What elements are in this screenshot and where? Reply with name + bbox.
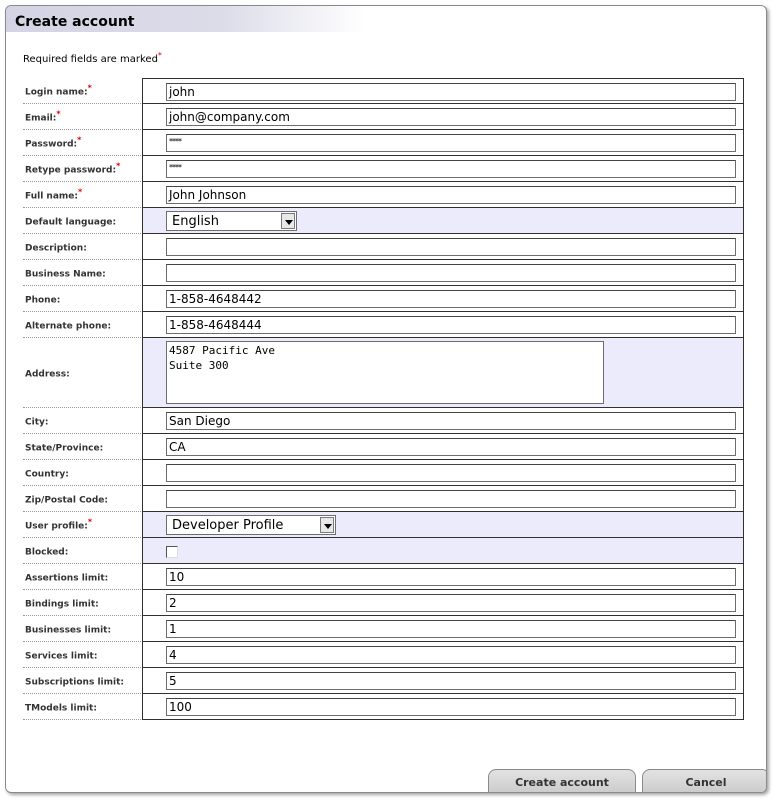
field-cell: [142, 408, 744, 434]
chevron-down-icon[interactable]: [281, 213, 295, 229]
row-bindings-limit: [23, 590, 744, 616]
row-services-limit: [23, 642, 744, 668]
country-input[interactable]: [166, 464, 736, 482]
field-label: [23, 234, 141, 260]
retype-password-password-field[interactable]: ****: [166, 160, 736, 178]
field-label: [23, 78, 141, 104]
blocked-checkbox[interactable]: [166, 546, 178, 558]
title-bar: [6, 6, 366, 32]
field-cell: [142, 234, 744, 260]
required-marker: *: [116, 161, 121, 170]
user-profile-label: User profile:: [25, 521, 88, 531]
row-alternate-phone: [23, 312, 744, 338]
row-address: [23, 338, 744, 408]
required-marker: *: [77, 187, 83, 196]
state-province-input[interactable]: CA: [166, 438, 736, 456]
field-cell: [142, 694, 744, 720]
address-textarea[interactable]: 4587 Pacific Ave Suite 300: [166, 341, 604, 404]
default-language-label: Default language:: [25, 217, 117, 227]
field-cell: [142, 338, 744, 408]
description-label: Description:: [25, 243, 87, 253]
row-tmodels-limit: [23, 694, 744, 720]
row-retype-password: [23, 156, 744, 182]
account-form: [23, 78, 744, 720]
email-label: Email:: [25, 113, 57, 123]
default-language-select[interactable]: [166, 211, 297, 231]
field-label: [23, 668, 141, 694]
field-cell: [142, 78, 744, 104]
tmodels-limit-label: TModels limit:: [25, 703, 97, 713]
field-cell: [142, 104, 744, 130]
field-cell: [142, 642, 744, 668]
services-limit-label: Services limit:: [25, 651, 98, 661]
field-cell: [142, 208, 744, 234]
field-label: [23, 460, 141, 486]
field-label: [23, 130, 141, 156]
field-label: [23, 156, 141, 182]
password-password-field[interactable]: ****: [166, 134, 736, 152]
field-cell: [142, 538, 744, 564]
field-cell: [142, 460, 744, 486]
tmodels-limit-input[interactable]: 100: [166, 698, 736, 716]
field-label: [23, 434, 141, 460]
state-province-label: State/Province:: [25, 443, 104, 453]
email-input[interactable]: john@company.com: [166, 108, 736, 126]
description-input[interactable]: [166, 238, 736, 256]
bindings-limit-label: Bindings limit:: [25, 599, 99, 609]
row-state-province: [23, 434, 744, 460]
chevron-down-icon[interactable]: [320, 517, 334, 533]
businesses-limit-input[interactable]: 1: [166, 620, 736, 638]
field-label: [23, 512, 141, 538]
assertions-limit-label: Assertions limit:: [25, 573, 109, 583]
default-language-selected-value: English: [172, 214, 219, 229]
row-city: [23, 408, 744, 434]
field-label: [23, 182, 141, 208]
create-account-panel: [5, 5, 767, 793]
field-cell: [142, 668, 744, 694]
field-label: [23, 564, 141, 590]
field-cell: [142, 590, 744, 616]
city-input[interactable]: San Diego: [166, 412, 736, 430]
field-label: [23, 538, 141, 564]
required-note-text: Required fields are marked: [23, 54, 158, 65]
assertions-limit-input[interactable]: 10: [166, 568, 736, 586]
field-label: [23, 286, 141, 312]
row-businesses-limit: [23, 616, 744, 642]
row-blocked: [23, 538, 744, 564]
country-label: Country:: [25, 469, 69, 479]
required-marker: *: [157, 51, 162, 60]
login-name-input[interactable]: john: [166, 83, 736, 101]
field-label: [23, 312, 141, 338]
phone-input[interactable]: 1-858-4648442: [166, 290, 736, 308]
field-cell: [142, 486, 744, 512]
required-note: [23, 51, 162, 65]
business-name-input[interactable]: [166, 264, 736, 282]
field-cell: [142, 156, 744, 182]
row-phone: [23, 286, 744, 312]
field-label: [23, 642, 141, 668]
alternate-phone-input[interactable]: 1-858-4648444: [166, 316, 736, 334]
city-label: City:: [25, 417, 49, 427]
services-limit-input[interactable]: 4: [166, 646, 736, 664]
field-cell: [142, 434, 744, 460]
businesses-limit-label: Businesses limit:: [25, 625, 112, 635]
full-name-label: Full name:: [25, 191, 78, 201]
row-user-profile: [23, 512, 744, 538]
login-name-label: Login name:: [25, 87, 88, 97]
business-name-label: Business Name:: [25, 269, 106, 279]
field-label: [23, 590, 141, 616]
row-zip-postal-code: [23, 486, 744, 512]
user-profile-select[interactable]: [166, 515, 336, 535]
field-label: [23, 104, 141, 130]
field-label: [23, 338, 141, 408]
password-label: Password:: [25, 139, 78, 149]
row-email: [23, 104, 744, 130]
row-business-name: [23, 260, 744, 286]
cancel-button[interactable]: Cancel: [642, 769, 767, 793]
field-cell: [142, 616, 744, 642]
full-name-input[interactable]: John Johnson: [166, 186, 736, 204]
row-country: [23, 460, 744, 486]
field-cell: [142, 260, 744, 286]
window-title: Create account: [15, 14, 135, 30]
alternate-phone-label: Alternate phone:: [25, 321, 112, 331]
address-label: Address:: [25, 369, 70, 379]
blocked-label: Blocked:: [25, 547, 69, 557]
field-label: [23, 260, 141, 286]
field-cell: [142, 512, 744, 538]
required-marker: *: [87, 517, 93, 526]
field-cell: [142, 130, 744, 156]
field-label: [23, 208, 141, 234]
field-cell: [142, 312, 744, 338]
row-subscriptions-limit: [23, 668, 744, 694]
zip-postal-code-label: Zip/Postal Code:: [25, 495, 109, 505]
field-label: [23, 486, 141, 512]
required-marker: *: [56, 109, 61, 118]
row-default-language: [23, 208, 744, 234]
required-marker: *: [77, 135, 82, 144]
field-cell: [142, 182, 744, 208]
retype-password-label: Retype password:: [25, 165, 117, 175]
field-label: [23, 694, 141, 720]
create-account-button[interactable]: Create account: [488, 769, 636, 793]
row-login-name: [23, 78, 744, 104]
bindings-limit-input[interactable]: 2: [166, 594, 736, 612]
row-full-name: [23, 182, 744, 208]
user-profile-selected-value: Developer Profile: [172, 518, 284, 533]
field-label: [23, 616, 141, 642]
field-label: [23, 408, 141, 434]
phone-label: Phone:: [25, 295, 61, 305]
row-password: [23, 130, 744, 156]
zip-postal-code-input[interactable]: [166, 490, 736, 508]
required-marker: *: [87, 83, 92, 92]
field-cell: [142, 564, 744, 590]
row-assertions-limit: [23, 564, 744, 590]
subscriptions-limit-input[interactable]: 5: [166, 672, 736, 690]
row-description: [23, 234, 744, 260]
field-cell: [142, 286, 744, 312]
subscriptions-limit-label: Subscriptions limit:: [25, 677, 124, 687]
